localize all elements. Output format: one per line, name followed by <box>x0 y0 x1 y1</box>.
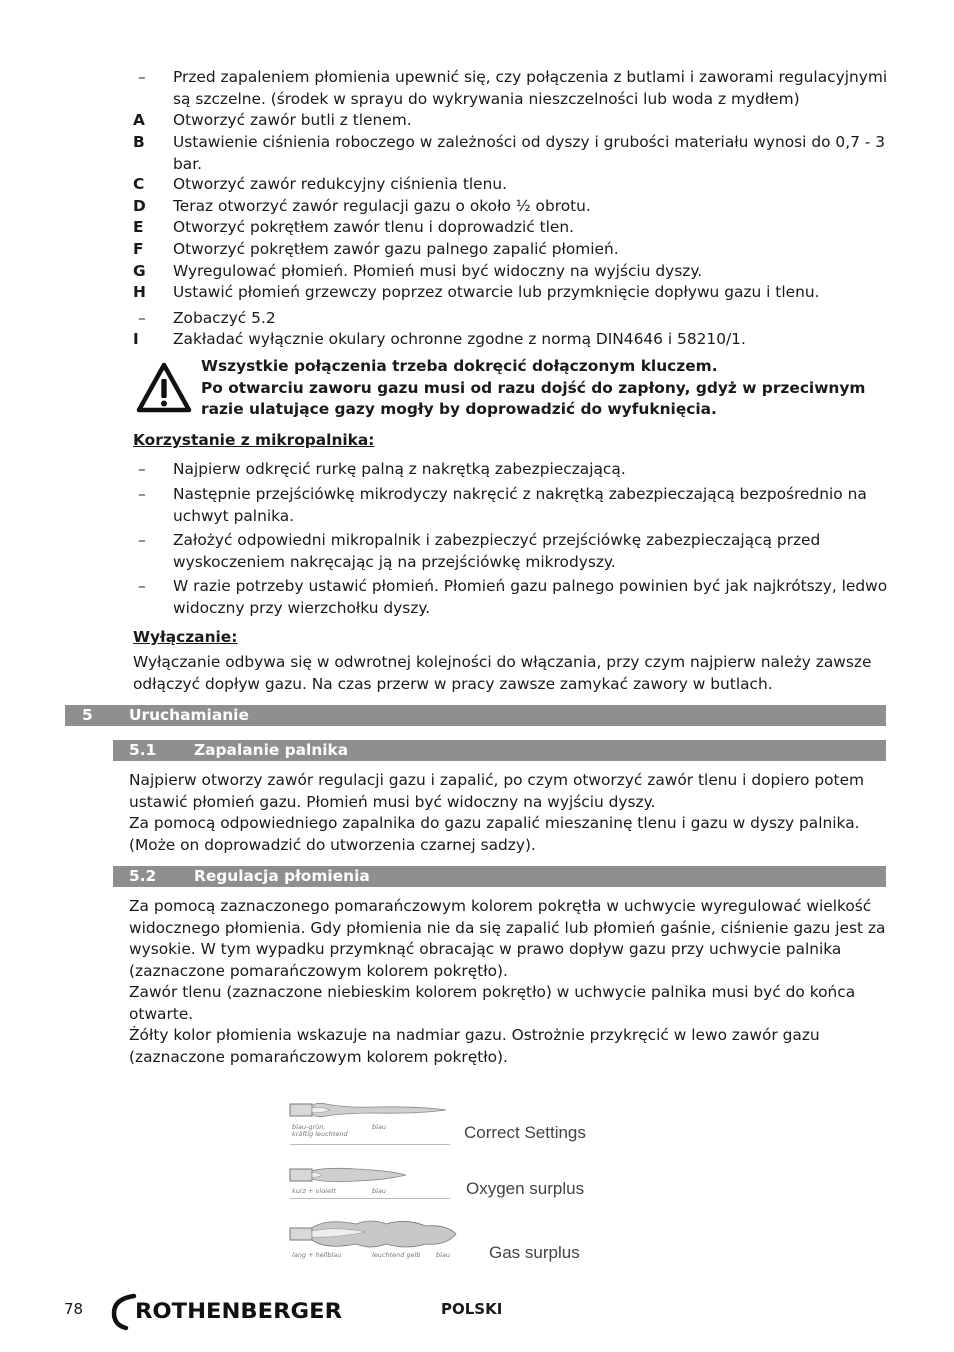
step-letter: A <box>133 111 145 129</box>
page-number: 78 <box>64 1300 84 1318</box>
rothenberger-logo <box>108 1291 344 1331</box>
dash-marker: – <box>138 485 146 503</box>
step-text: Teraz otworzyć zawór regulacji gazu o około ½ obrotu. <box>173 197 591 215</box>
dash-marker: – <box>138 309 146 327</box>
logo-text: ROTHENBERGER <box>135 1299 342 1323</box>
step-text: Otworzyć zawór butli z tlenem. <box>173 111 412 129</box>
section-5-2-para-1: Za pomocą zaznaczonego pomarańczowym kolorem pokrętła w uchwycie wyregulować wielkość widocznego płomienia. Gdy płomienia nie da się zapalić lub płomień gaśnie, ciśnienie gazu jest za wysokie. W tym wypadku przymknąć obracając w prawo dopływ gazu przy uchwycie palnika (zaznaczone pomarańczowym kolorem pokrętło). <box>129 897 886 980</box>
footer-language: POLSKI <box>441 1300 503 1318</box>
warning-line-1: Wszystkie połączenia trzeba dokręcić dołączonym kluczem. <box>201 357 718 375</box>
section-title: Uruchamianie <box>129 706 249 724</box>
section-title: Regulacja płomienia <box>194 867 370 885</box>
step-text: Zakładać wyłącznie okulary ochronne zgodne z normą DIN4646 i 58210/1. <box>173 330 746 348</box>
section-number: 5 <box>82 706 93 724</box>
step-letter: D <box>133 197 146 215</box>
section-5-1-bar <box>113 740 886 761</box>
section-5-2-para-3: Żółty kolor płomienia wskazuje na nadmiar gazu. Ostrożnie przykręcić w lewo zawór gazu (zaznaczone pomarańczowym kolorem pokrętło). <box>129 1026 820 1066</box>
flame-gas-label: Gas surplus <box>489 1243 580 1262</box>
flame-figure <box>286 1092 616 1272</box>
micro-item-text: Założyć odpowiedni mikropalnik i zabezpieczyć przejściówkę zabezpieczającą przed wyskoczeniem nakręcając ją na przejściówkę mikrodyszy. <box>173 531 821 571</box>
section-5-1-para-2: Za pomocą odpowiedniego zapalnika do gazu zapalić mieszaninę tlenu i gazu w dyszy palnika. (Może on doprowadzić do utworzenia czarnej sadzy). <box>129 814 860 854</box>
warning-text <box>201 356 891 421</box>
divider <box>290 1198 450 1199</box>
step-text: Wyregulować płomień. Płomień musi być widoczny na wyjściu dyszy. <box>173 262 703 280</box>
shutdown-heading: Wyłączanie: <box>133 628 238 646</box>
micro-heading: Korzystanie z mikropalnika: <box>133 431 375 449</box>
flame-oxygen-note-2: blau <box>372 1187 387 1195</box>
step-text: Ustawić płomień grzewczy poprzez otwarcie lub przymknięcie dopływu gazu i tlenu. <box>173 283 820 301</box>
section-5-1-para-1: Najpierw otworzy zawór regulacji gazu i zapalić, po czym otworzyć zawór tlenu i dopiero potem ustawić płomień gazu. Płomień musi być widoczny na wyjściu dyszy. <box>129 771 865 811</box>
step-letter: B <box>133 133 145 151</box>
flame-oxygen-icon <box>286 1164 456 1186</box>
flame-gas-note-2: leuchtend gelb <box>372 1251 421 1259</box>
step-letter: F <box>133 240 144 258</box>
dash-marker: – <box>138 460 146 478</box>
step-letter: E <box>133 218 144 236</box>
step-text: Ustawienie ciśnienia roboczego w zależności od dyszy i grubości materiału wynosi do 0,7 - 3 bar. <box>173 133 886 173</box>
flame-correct-icon <box>286 1098 456 1124</box>
flame-gas-icon <box>286 1216 486 1256</box>
flame-oxygen-label: Oxygen surplus <box>466 1179 585 1198</box>
flame-oxygen-note: kurz + violett <box>292 1187 337 1195</box>
section-5-bar <box>65 705 886 726</box>
step-text: Otworzyć pokrętłem zawór tlenu i doprowadzić tlen. <box>173 218 575 236</box>
flame-correct-label: Correct Settings <box>464 1123 586 1142</box>
dash-marker: – <box>138 68 146 86</box>
step-text: Otworzyć zawór redukcyjny ciśnienia tlenu. <box>173 175 508 193</box>
step-letter: H <box>133 283 146 301</box>
step-text: Przed zapaleniem płomienia upewnić się, czy połączenia z butlami i zaworami regulacyjnymi są szczelne. (środek w sprayu do wykrywania nieszczelności lub woda z mydłem) <box>173 68 888 108</box>
micro-item-text: Najpierw odkręcić rurkę palną z nakrętką zabezpieczającą. <box>173 460 626 478</box>
step-text: Otworzyć pokrętłem zawór gazu palnego zapalić płomień. <box>173 240 619 258</box>
section-title: Zapalanie palnika <box>194 741 349 759</box>
dash-marker: – <box>138 531 146 549</box>
step-letter: G <box>133 262 146 280</box>
section-number: 5.2 <box>129 867 157 885</box>
micro-item-text: Następnie przejściówkę mikrodyczy nakręcić z nakrętką zabezpieczającą bezpośrednio na uchwyt palnika. <box>173 485 867 525</box>
warning-line-2: Po otwarciu zaworu gazu musi od razu dojść do zapłony, gdyż w przeciwnym razie ulatujące gazy mogły by doprowadzić do wyfuknięcia. <box>201 378 866 418</box>
shutdown-text: Wyłączanie odbywa się w odwrotnej kolejności do włączania, przy czym najpierw należy zawsze odłączyć dopływ gazu. Na czas przerw w pracy zawsze zamykać zawory w butlach. <box>133 653 872 693</box>
divider <box>290 1144 450 1145</box>
flame-gas-note-3: blau <box>436 1251 451 1259</box>
step-text: Zobaczyć 5.2 <box>173 309 276 327</box>
section-5-2-bar <box>113 866 886 887</box>
section-number: 5.1 <box>129 741 157 759</box>
section-5-2-para-2: Zawór tlenu (zaznaczone niebieskim kolorem pokrętło) w uchwycie palnika musi być do końca otwarte. <box>129 983 856 1023</box>
dash-marker: – <box>138 577 146 595</box>
step-letter: C <box>133 175 145 193</box>
warning-icon <box>136 362 192 414</box>
step-letter: I <box>133 330 139 348</box>
flame-correct-note-2: blau <box>372 1123 387 1131</box>
flame-correct-note: blau-grün, kräftig leuchtend <box>292 1123 348 1138</box>
flame-gas-note: lang + hellblau <box>292 1251 342 1259</box>
micro-item-text: W razie potrzeby ustawić płomień. Płomień gazu palnego powinien być jak najkrótszy, ledwo widoczny przy wierzchołku dyszy. <box>173 577 888 617</box>
